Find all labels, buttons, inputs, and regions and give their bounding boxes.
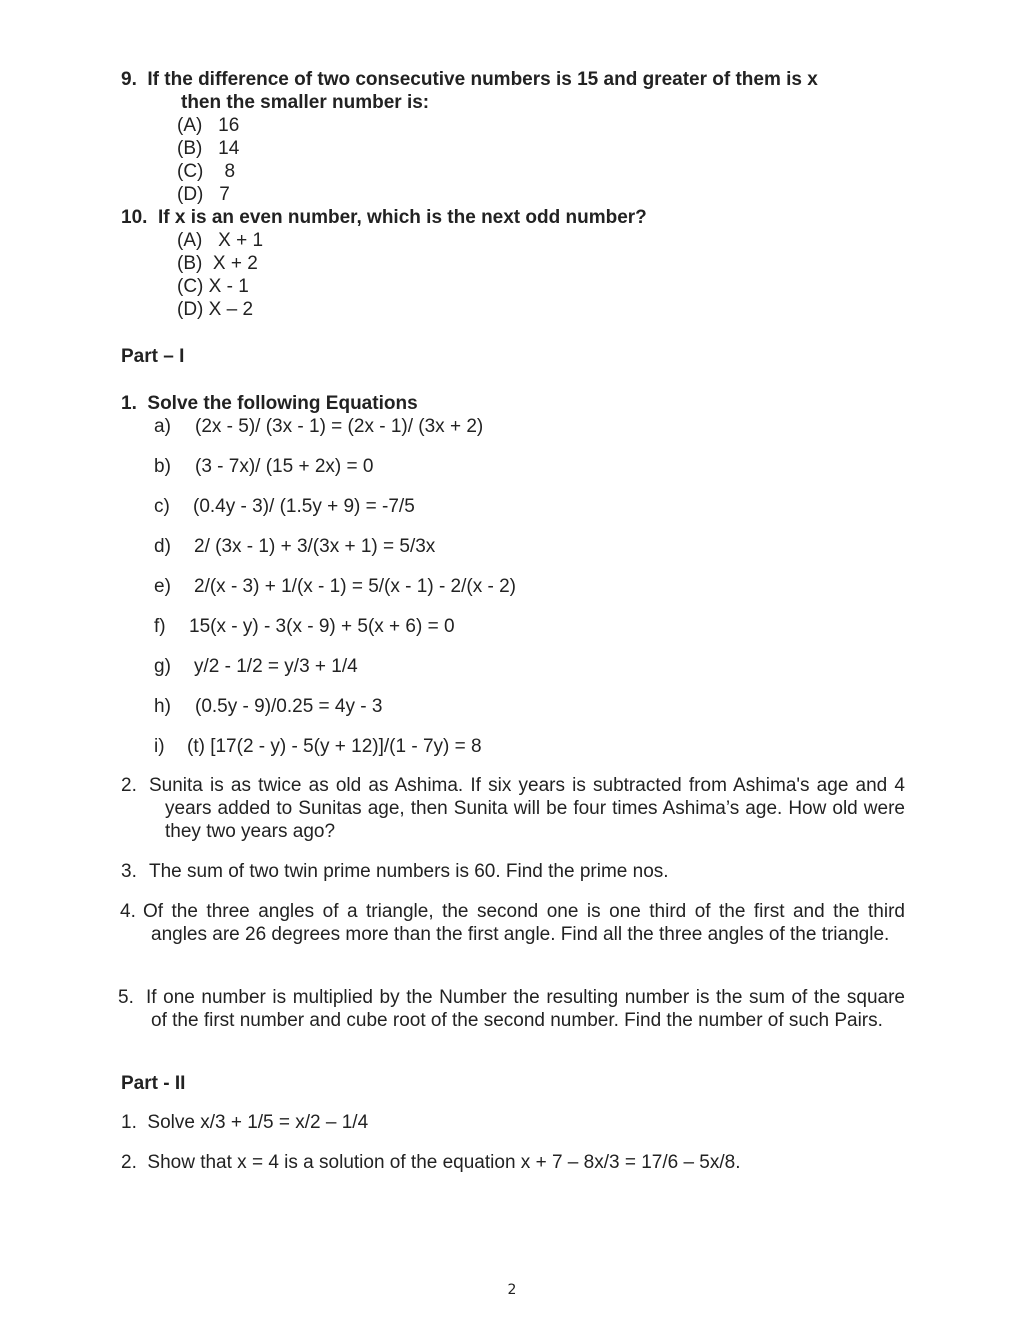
equation-text: (t) [17(2 - y) - 5(y + 12)]/(1 - 7y) = 8	[187, 736, 482, 757]
question-9-option-b: (B) 14	[177, 138, 240, 159]
part-1-question-5-body: If one number is multiplied by the Number the resulting number is the sum of the square of the first number and cube root of the second number. Find the number of such Pairs.	[146, 987, 905, 1031]
equation-label: e)	[154, 576, 171, 597]
equation-text: 15(x - y) - 3(x - 9) + 5(x + 6) = 0	[189, 616, 455, 637]
part-1-question-3-text: The sum of two twin prime numbers is 60. Find the prime nos.	[149, 861, 669, 882]
equation-text: 2/ (3x - 1) + 3/(3x + 1) = 5/3x	[194, 536, 436, 557]
part-1-question-5-text	[146, 986, 905, 1032]
equation-text: (2x - 5)/ (3x - 1) = (2x - 1)/ (3x + 2)	[195, 416, 484, 437]
equation-text: y/2 - 1/2 = y/3 + 1/4	[194, 656, 358, 677]
equation-label: a)	[154, 416, 171, 437]
part-1-question-4-text	[143, 900, 905, 946]
part-1-question-2-body: Sunita is as twice as old as Ashima. If six years is subtracted from Ashima's age and 4 years added to Sunitas age, then Sunita will be four times Ashima’s age. How old were they two years ago?	[149, 775, 905, 842]
part-1-question-2-text	[149, 774, 905, 843]
equation-text: (3 - 7x)/ (15 + 2x) = 0	[195, 456, 374, 477]
part-2-question-2: 2. Show that x = 4 is a solution of the equation x + 7 – 8x/3 = 17/6 – 5x/8.	[121, 1152, 741, 1173]
question-9-line2: then the smaller number is:	[181, 92, 430, 113]
equation-text: (0.5y - 9)/0.25 = 4y - 3	[195, 696, 383, 717]
equation-label: f)	[154, 616, 166, 637]
equation-label: d)	[154, 536, 171, 557]
question-10-option-a: (A) X + 1	[177, 230, 264, 251]
part-2-question-1: 1. Solve x/3 + 1/5 = x/2 – 1/4	[121, 1112, 369, 1133]
part-1-question-3-number: 3.	[121, 861, 137, 882]
part-1-question-5-number: 5.	[118, 987, 134, 1008]
question-9-line1: 9. If the difference of two consecutive numbers is 15 and greater of them is x	[121, 69, 818, 90]
equation-label: b)	[154, 456, 171, 477]
part-1-heading: Part – I	[121, 346, 185, 367]
equation-label: c)	[154, 496, 170, 517]
question-9-option-a: (A) 16	[177, 115, 240, 136]
page-number: 2	[507, 1282, 517, 1298]
question-10-option-c: (C) X - 1	[177, 276, 249, 297]
part-1-question-2-number: 2.	[121, 775, 137, 796]
equation-label: h)	[154, 696, 171, 717]
equation-text: (0.4y - 3)/ (1.5y + 9) = -7/5	[193, 496, 415, 517]
question-9-option-c: (C) 8	[177, 161, 236, 182]
part-1-question-1-title: 1. Solve the following Equations	[121, 393, 418, 414]
question-10-line1: 10. If x is an even number, which is the next odd number?	[121, 207, 647, 228]
equation-text: 2/(x - 3) + 1/(x - 1) = 5/(x - 1) - 2/(x - 2)	[194, 576, 516, 597]
equation-label: i)	[154, 736, 165, 757]
question-9-option-d: (D) 7	[177, 184, 230, 205]
equation-label: g)	[154, 656, 171, 677]
part-2-heading: Part - II	[121, 1073, 186, 1094]
part-1-question-4-body: Of the three angles of a triangle, the second one is one third of the first and the third angles are 26 degrees more than the first angle. Find all the three angles of the triangle.	[143, 901, 905, 945]
part-1-question-4-number: 4.	[120, 901, 136, 922]
question-10-option-b: (B) X + 2	[177, 253, 258, 274]
question-10-option-d: (D) X – 2	[177, 299, 254, 320]
